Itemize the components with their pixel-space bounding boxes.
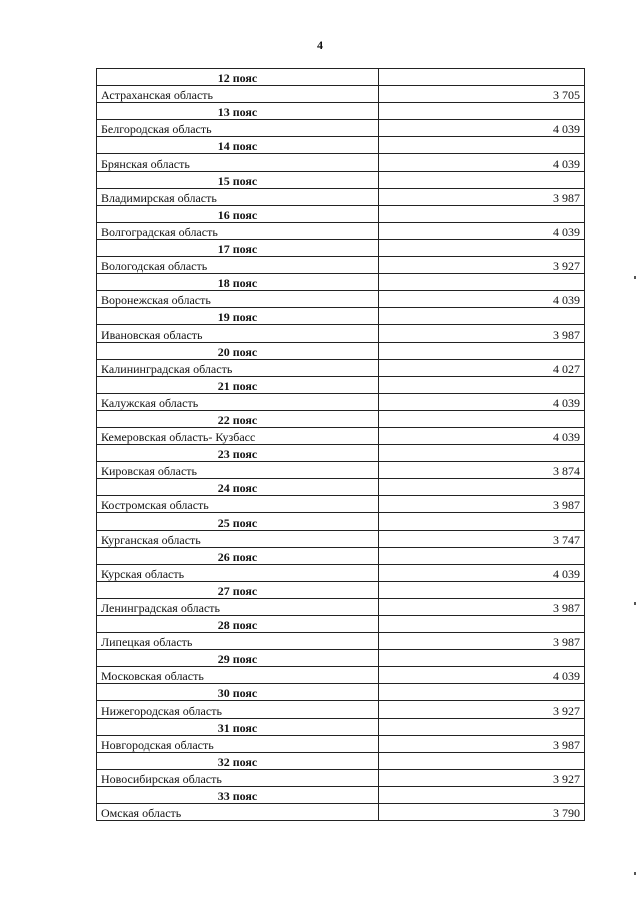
- zone-header-row: [97, 274, 585, 291]
- region-name: Белгородская область: [97, 120, 379, 137]
- zone-label: 12 пояс: [97, 69, 379, 86]
- region-name: Брянская область: [97, 154, 379, 171]
- region-row: [97, 222, 585, 239]
- region-row: [97, 564, 585, 581]
- region-value: 3 927: [379, 701, 585, 718]
- region-value: 4 027: [379, 359, 585, 376]
- region-value: 4 039: [379, 393, 585, 410]
- scan-edge-mark: [634, 872, 636, 875]
- region-name: Калужская область: [97, 393, 379, 410]
- zone-header-empty-cell: [379, 137, 585, 154]
- zone-label: 16 пояс: [97, 205, 379, 222]
- region-name: Ленинградская область: [97, 598, 379, 615]
- region-value: 4 039: [379, 564, 585, 581]
- zone-header-empty-cell: [379, 376, 585, 393]
- zone-label: 20 пояс: [97, 342, 379, 359]
- zone-header-row: [97, 479, 585, 496]
- region-value: 3 790: [379, 804, 585, 821]
- region-row: [97, 462, 585, 479]
- region-value: 3 987: [379, 496, 585, 513]
- zone-label: 29 пояс: [97, 650, 379, 667]
- zone-label: 31 пояс: [97, 718, 379, 735]
- region-row: [97, 86, 585, 103]
- region-name: Нижегородская область: [97, 701, 379, 718]
- zone-header-row: [97, 308, 585, 325]
- scan-edge-mark: [634, 276, 636, 279]
- region-name: Кировская область: [97, 462, 379, 479]
- zone-header-empty-cell: [379, 205, 585, 222]
- region-row: [97, 325, 585, 342]
- zone-label: 21 пояс: [97, 376, 379, 393]
- zone-header-empty-cell: [379, 479, 585, 496]
- region-name: Курская область: [97, 564, 379, 581]
- zone-header-empty-cell: [379, 342, 585, 359]
- zone-header-row: [97, 239, 585, 256]
- region-value: 3 987: [379, 188, 585, 205]
- zone-header-row: [97, 171, 585, 188]
- region-value: 4 039: [379, 120, 585, 137]
- region-name: Воронежская область: [97, 291, 379, 308]
- zone-header-empty-cell: [379, 410, 585, 427]
- zone-header-empty-cell: [379, 274, 585, 291]
- region-name: Новгородская область: [97, 735, 379, 752]
- region-name: Костромская область: [97, 496, 379, 513]
- zone-label: 27 пояс: [97, 581, 379, 598]
- zone-header-row: [97, 137, 585, 154]
- zone-header-empty-cell: [379, 103, 585, 120]
- zone-header-empty-cell: [379, 239, 585, 256]
- zone-header-empty-cell: [379, 650, 585, 667]
- region-row: [97, 359, 585, 376]
- region-value: 3 874: [379, 462, 585, 479]
- zone-header-row: [97, 581, 585, 598]
- zone-header-row: [97, 445, 585, 462]
- region-value: 4 039: [379, 427, 585, 444]
- zone-label: 13 пояс: [97, 103, 379, 120]
- region-name: Курганская область: [97, 530, 379, 547]
- zone-label: 17 пояс: [97, 239, 379, 256]
- region-row: [97, 530, 585, 547]
- page-number: 4: [317, 38, 323, 52]
- region-row: [97, 393, 585, 410]
- region-value: 4 039: [379, 154, 585, 171]
- region-row: [97, 735, 585, 752]
- zone-header-empty-cell: [379, 581, 585, 598]
- zone-label: 23 пояс: [97, 445, 379, 462]
- region-value: 4 039: [379, 222, 585, 239]
- region-name: Липецкая область: [97, 633, 379, 650]
- region-row: [97, 769, 585, 786]
- zones-table: [96, 68, 585, 821]
- region-name: Омская область: [97, 804, 379, 821]
- zone-header-empty-cell: [379, 718, 585, 735]
- zone-label: 14 пояс: [97, 137, 379, 154]
- region-row: [97, 154, 585, 171]
- region-name: Астраханская область: [97, 86, 379, 103]
- region-name: Кемеровская область- Кузбасс: [97, 427, 379, 444]
- region-name: Новосибирская область: [97, 769, 379, 786]
- region-value: 3 705: [379, 86, 585, 103]
- zone-header-row: [97, 205, 585, 222]
- region-value: 3 987: [379, 325, 585, 342]
- zone-label: 15 пояс: [97, 171, 379, 188]
- region-name: Владимирская область: [97, 188, 379, 205]
- region-row: [97, 633, 585, 650]
- region-name: Калининградская область: [97, 359, 379, 376]
- zone-label: 30 пояс: [97, 684, 379, 701]
- zone-header-empty-cell: [379, 308, 585, 325]
- zone-header-row: [97, 103, 585, 120]
- zone-label: 24 пояс: [97, 479, 379, 496]
- zone-header-row: [97, 547, 585, 564]
- zone-header-empty-cell: [379, 69, 585, 86]
- zone-header-row: [97, 342, 585, 359]
- region-value: 4 039: [379, 291, 585, 308]
- zone-header-row: [97, 650, 585, 667]
- zone-label: 26 пояс: [97, 547, 379, 564]
- zone-header-empty-cell: [379, 547, 585, 564]
- region-value: 4 039: [379, 667, 585, 684]
- region-value: 3 747: [379, 530, 585, 547]
- scan-edge-mark: [634, 602, 636, 605]
- zone-header-row: [97, 752, 585, 769]
- zone-header-empty-cell: [379, 445, 585, 462]
- region-name: Ивановская область: [97, 325, 379, 342]
- region-name: Московская область: [97, 667, 379, 684]
- region-row: [97, 188, 585, 205]
- zone-header-row: [97, 718, 585, 735]
- zone-header-empty-cell: [379, 752, 585, 769]
- region-row: [97, 667, 585, 684]
- zone-header-row: [97, 376, 585, 393]
- zone-header-empty-cell: [379, 171, 585, 188]
- region-row: [97, 496, 585, 513]
- region-row: [97, 598, 585, 615]
- zone-label: 33 пояс: [97, 786, 379, 803]
- region-row: [97, 804, 585, 821]
- zone-label: 22 пояс: [97, 410, 379, 427]
- region-row: [97, 701, 585, 718]
- zone-header-row: [97, 616, 585, 633]
- zone-header-row: [97, 69, 585, 86]
- region-row: [97, 120, 585, 137]
- zone-header-empty-cell: [379, 684, 585, 701]
- zone-header-row: [97, 513, 585, 530]
- zone-label: 18 пояс: [97, 274, 379, 291]
- region-name: Волгоградская область: [97, 222, 379, 239]
- region-value: 3 987: [379, 633, 585, 650]
- zone-header-empty-cell: [379, 616, 585, 633]
- zone-label: 19 пояс: [97, 308, 379, 325]
- zone-header-row: [97, 786, 585, 803]
- region-value: 3 927: [379, 769, 585, 786]
- zone-header-row: [97, 684, 585, 701]
- zone-label: 25 пояс: [97, 513, 379, 530]
- region-name: Вологодская область: [97, 257, 379, 274]
- region-value: 3 927: [379, 257, 585, 274]
- region-row: [97, 257, 585, 274]
- zone-header-row: [97, 410, 585, 427]
- zone-label: 32 пояс: [97, 752, 379, 769]
- zone-header-empty-cell: [379, 513, 585, 530]
- region-value: 3 987: [379, 598, 585, 615]
- region-row: [97, 427, 585, 444]
- zone-label: 28 пояс: [97, 616, 379, 633]
- zones-table-body: [97, 69, 585, 821]
- region-value: 3 987: [379, 735, 585, 752]
- zone-header-empty-cell: [379, 786, 585, 803]
- region-row: [97, 291, 585, 308]
